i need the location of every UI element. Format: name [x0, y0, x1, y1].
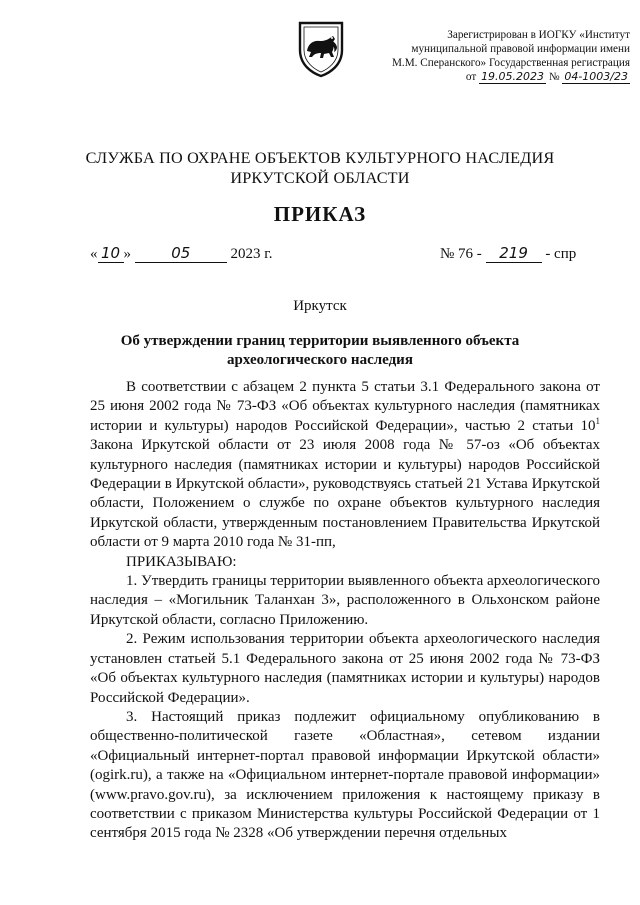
order-number-suffix: - спр — [545, 246, 577, 262]
order-number-value: 219 — [486, 244, 542, 263]
registration-number-prefix: № — [548, 71, 560, 83]
irkutsk-coat-of-arms-icon — [296, 20, 346, 78]
date-day: 10 — [98, 244, 124, 263]
article-superscript: 1 — [595, 415, 600, 426]
preamble-text-a: В соответствии с абзацем 2 пункта 5 статьи 3.1 Федерального закона от 25 июня 2002 года № 73-ФЗ «Об объектах культурного наследия (памятниках истории и культуры) народов Российской Федерации», частью 2 статьи 10 — [90, 379, 600, 434]
agency-name-line-1: СЛУЖБА ПО ОХРАНЕ ОБЪЕКТОВ КУЛЬТУРНОГО НАСЛЕДИЯ — [85, 149, 555, 167]
clause-3: 3. Настоящий приказ подлежит официальному опубликованию в общественно-политической газете «Областная», сетевом издании «Официальный интернет-портал правовой информации Иркутской области» (ogirk.ru), а также на «Официальном интернет-портале правовой информации» (www.pravo.gov.ru), за исключением приложения к настоящему приказу в соответствии с приказом Министерства культуры Российской Федерации от 1 сентября 2015 года № 2328 «Об утверждении перечня отдельных — [90, 708, 600, 842]
registration-date-line — [360, 70, 630, 84]
order-word: ПРИКАЗЫВАЮ: — [126, 553, 237, 570]
document-title: ПРИКАЗ — [273, 202, 367, 226]
registration-stamp — [360, 28, 630, 84]
clause-1: 1. Утвердить границы территории выявленного объекта археологического наследия – «Могильник Таланхан 3», расположенного в Ольхонском районе Иркутской области, согласно Приложению. — [90, 573, 600, 628]
date-year: 2023 г. — [230, 246, 273, 262]
date-open-quote: « — [90, 246, 98, 262]
clause-2: 2. Режим использования территории объекта археологического наследия установлен статьей 5.1 Федерального закона от 25 июня 2002 года № 73-ФЗ «Об объектах культурного наследия (памятниках истории и культуры) народов Российской Федерации». — [90, 631, 600, 706]
agency-name — [0, 148, 640, 188]
registration-number: 04-1003/23 — [564, 70, 628, 83]
city: Иркутск — [293, 298, 347, 314]
date-close-quote: » — [123, 246, 131, 262]
registration-date: 19.05.2023 — [481, 70, 545, 83]
registration-line-3: М.М. Сперанского» Государственная регистрация — [391, 57, 630, 69]
registration-prefix: от — [465, 71, 477, 83]
order-number — [440, 244, 576, 263]
preamble-text-b: Закона Иркутской области от 23 июля 2008 года № 57-оз «Об объектах культурного наследия (памятниках истории и культуры) народов Российской Федерации в Иркутской области», руководствуясь статьей 21 Устава Иркутской области, Положением о службе по охране объектов культурного наследия Иркутской области, утвержденным постановлением Правительства Иркутской области от 9 марта 2010 года № 31-пп, — [90, 437, 600, 551]
agency-name-line-2: ИРКУТСКОЙ ОБЛАСТИ — [230, 169, 410, 187]
registration-line-1: Зарегистрирован в ИОГКУ «Институт — [447, 29, 630, 41]
subject-line-2: археологического наследия — [227, 352, 413, 368]
subject-line-1: Об утверждении границ территории выявленного объекта — [120, 333, 520, 349]
order-body — [90, 378, 600, 844]
preamble-paragraph — [90, 378, 600, 553]
date-month: 05 — [135, 244, 227, 263]
order-date — [90, 244, 272, 263]
order-subject — [90, 332, 550, 370]
registration-line-2: муниципальной правовой информации имени — [411, 43, 630, 55]
order-number-prefix: № 76 - — [440, 246, 482, 262]
